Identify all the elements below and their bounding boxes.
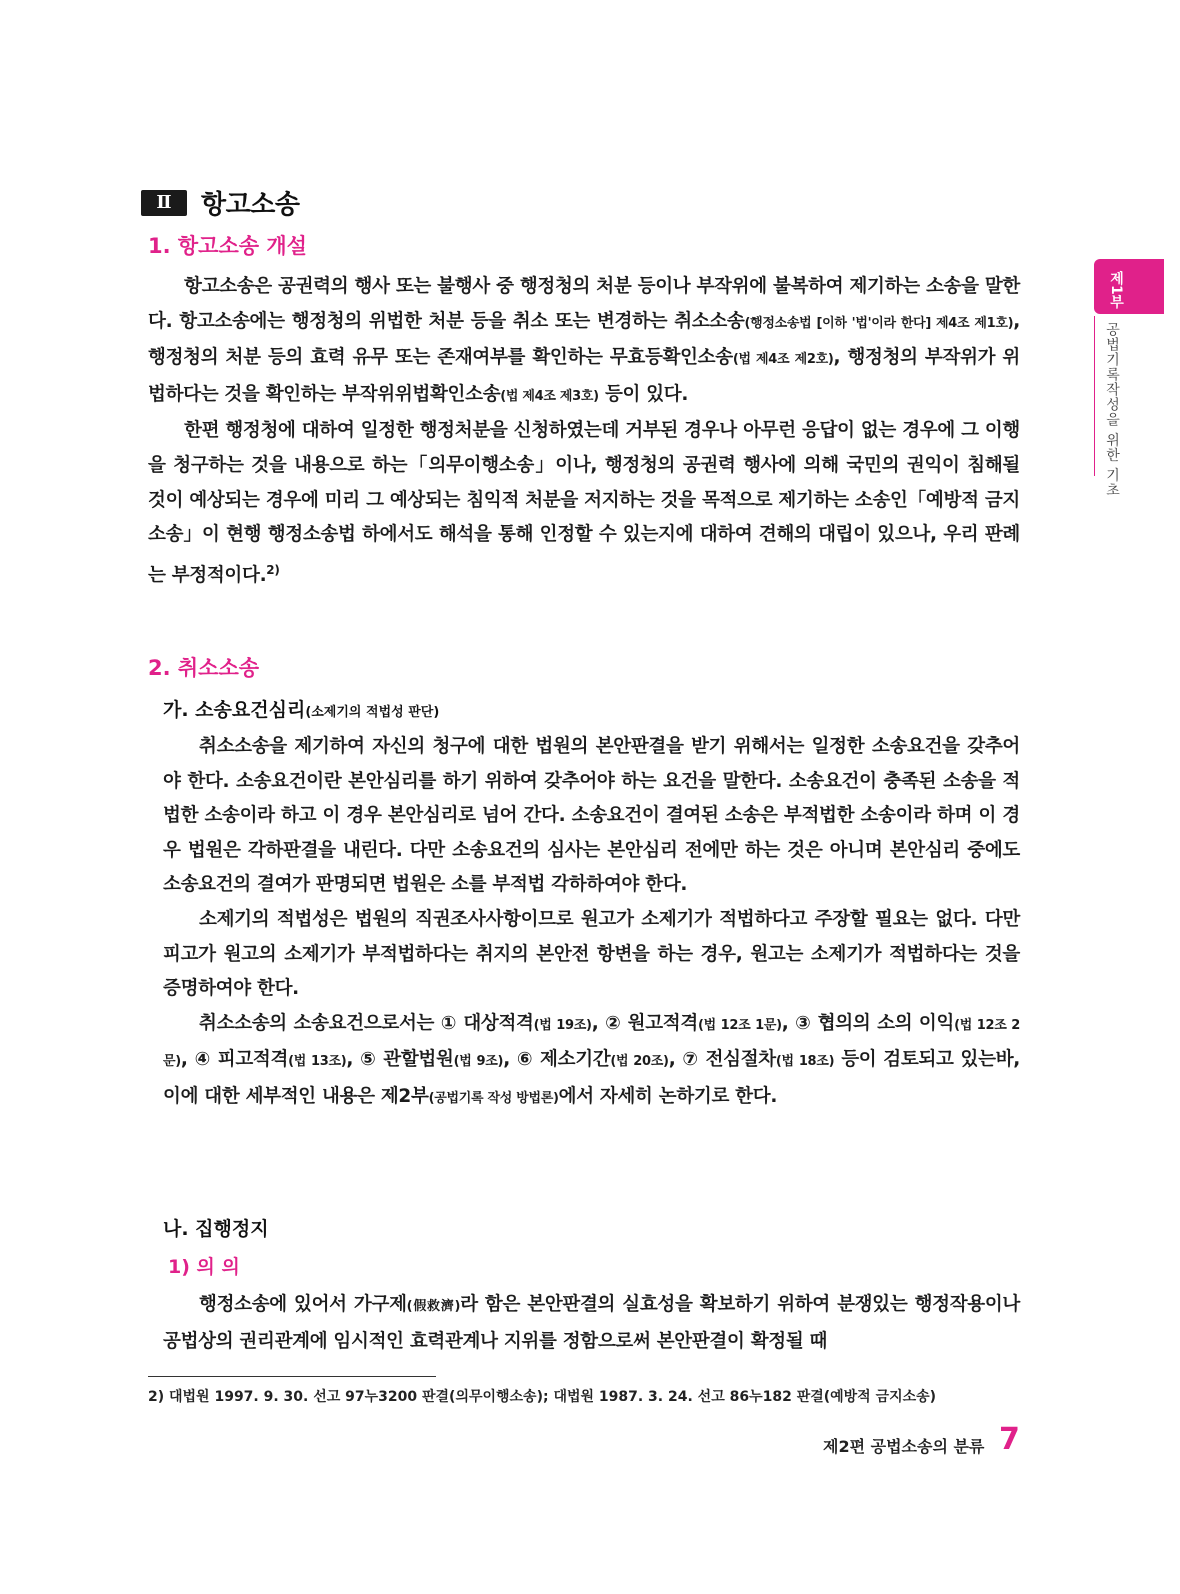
section-1-body: [148, 270, 1020, 594]
text: , 행정청의 처분 등의 효력 유무 또는 존재여부를 확인하는 무효등확인소송: [148, 310, 1020, 369]
page-number: 7: [999, 1422, 1020, 1457]
text: 등이 검토되고 있는바, 이에 대한 세부적인 내용은 제2부: [163, 1049, 1021, 1107]
text: , ⑥ 제소기간: [503, 1049, 611, 1071]
text: 소제기의 적법성은 법원의 직권조사사항이므로 원고가 소제기가 적법하다고 주장할 필요는 없다. 다만 피고가 원고의 소제기가 부적법하다는 취지의 본안전 항변을 하는 경우, 원고는 소제기가 적법하다는 것을 증명하여야 한다.: [163, 908, 1020, 1000]
side-divider: [1094, 316, 1095, 476]
footnote-rule: [148, 1376, 436, 1377]
footnote: 2) 대법원 1997. 9. 30. 선고 97누3200 판결(의무이행소송); 대법원 1987. 3. 24. 선고 86누182 판결(예방적 금지소송): [148, 1389, 937, 1405]
subheading-b1: 1) 의 의: [168, 1256, 240, 1278]
subheading-a-title: 가. 소송요건심리: [163, 699, 306, 721]
text: 한편 행정청에 대하여 일정한 행정처분을 신청하였는데 거부된 경우나 아무런 응답이 없는 경우에 그 이행을 청구하는 것을 내용으로 하는「의무이행소송」이나, 행정청의 공권력 행사에 의해 국민의 권익이 침해될 것이 예상되는 경우에 미리 그 예상되는 침익적 처분을 저지하는 것을 목적으로 제기하는 소송인「예방적 금지소송」이 현행 행정소송법 하에서도 해석을 통해 인정할 수 있는지에 대하여 견해의 대립이 있으나, 우리 판례는 부정적이다.: [148, 420, 1020, 586]
text: , ② 원고적격: [591, 1012, 698, 1034]
text: , 행정청의 부작위가 위법하다는 것을 확인하는 부작위위법확인소송: [148, 347, 1021, 405]
part-tab: [1094, 259, 1164, 314]
part-tab-label: 제1부: [1108, 271, 1124, 309]
citation: (법 9조): [453, 1054, 504, 1070]
text: 에서 자세히 논하기로 한다.: [558, 1085, 778, 1107]
citation: (법 제4조 제2호): [732, 352, 834, 368]
text: , ④ 피고적격: [180, 1049, 289, 1071]
citation: (법 20조): [610, 1054, 669, 1070]
side-vertical-title: 공법기록작성을 위한 기초: [1104, 322, 1120, 498]
citation: (법 제4조 제3호): [500, 388, 599, 404]
text: 항고소송은 공권력의 행사 또는 불행사 중 행정청의 처분 등이나 부작위에 불복하여 제기하는 소송을 말한다. 항고소송에는 행정청의 위법한 처분 등을 취소 또는 변경하는 취소소송: [148, 276, 1020, 332]
text: , ⑤ 관할법원: [346, 1049, 454, 1071]
citation: (假救濟): [406, 1299, 461, 1314]
text: 취소소송을 제기하여 자신의 청구에 대한 법원의 본안판결을 받기 위해서는 일정한 소송요건을 갖추어야 한다. 소송요건이란 본안심리를 하기 위하여 갖추어야 하는 요건을 말한다. 소송요건이 충족된 소송을 적법한 소송이라 하고 이 경우 본안심리로 넘어 간다. 소송요건이 결여된 소송은 부적법한 소송이라 하며 이 경우 법원은 각하판결을 내린다. 다만 소송요건의 심사는 본안심리 전에만 하는 것은 아니며 본안심리 중에도 소송요건의 결여가 판명되면 법원은 소를 부적법 각하하여야 한다.: [163, 736, 1020, 896]
citation: (법 18조): [775, 1054, 835, 1070]
footnote-ref: 2): [266, 562, 280, 577]
text: 행정소송에 있어서 가구제: [199, 1294, 407, 1315]
paragraph: [148, 414, 1020, 593]
section-2b-body: [163, 1288, 1020, 1359]
text: , ③ 협의의 소의 이익: [781, 1012, 955, 1034]
subheading-b: 나. 집행정지: [163, 1218, 269, 1240]
text: 취소소송의 소송요건으로서는 ① 대상적격: [199, 1012, 534, 1034]
paragraph: [163, 1288, 1020, 1359]
paragraph: [163, 1007, 1020, 1117]
citation: (공법기록 작성 방법론): [428, 1090, 559, 1106]
citation: (법 12조 1문): [697, 1017, 782, 1033]
text: 등이 있다.: [598, 383, 689, 405]
section-heading: [141, 184, 299, 221]
text: 라 함은 본안판결의 실효성을 확보하기 위하여 분쟁있는 행정작용이나 공법상의 권리관계에 임시적인 효력관계나 지위를 정함으로써 본안판결이 확정될 때: [163, 1294, 1020, 1352]
citation: (법 12조 2문): [163, 1017, 1021, 1070]
section-title: 항고소송: [201, 190, 300, 220]
paragraph: [148, 270, 1020, 414]
heading-1: 1. 항고소송 개설: [148, 234, 307, 258]
subheading-a-note: (소제기의 적법성 판단): [305, 705, 440, 720]
section-badge: Ⅱ: [141, 190, 187, 216]
running-footer: 제2편 공법소송의 분류: [823, 1437, 985, 1456]
paragraph: [163, 903, 1020, 1007]
section-2a-body: [163, 730, 1020, 1117]
heading-2: 2. 취소소송: [148, 656, 260, 680]
citation: (법 13조): [288, 1054, 347, 1070]
paragraph: [163, 730, 1020, 903]
text: , ⑦ 전심절차: [668, 1049, 776, 1071]
citation: (행정소송법 [이하 '법'이라 한다] 제4조 제1호): [744, 315, 1014, 331]
citation: (법 19조): [533, 1017, 592, 1033]
subheading-a: [163, 695, 439, 722]
